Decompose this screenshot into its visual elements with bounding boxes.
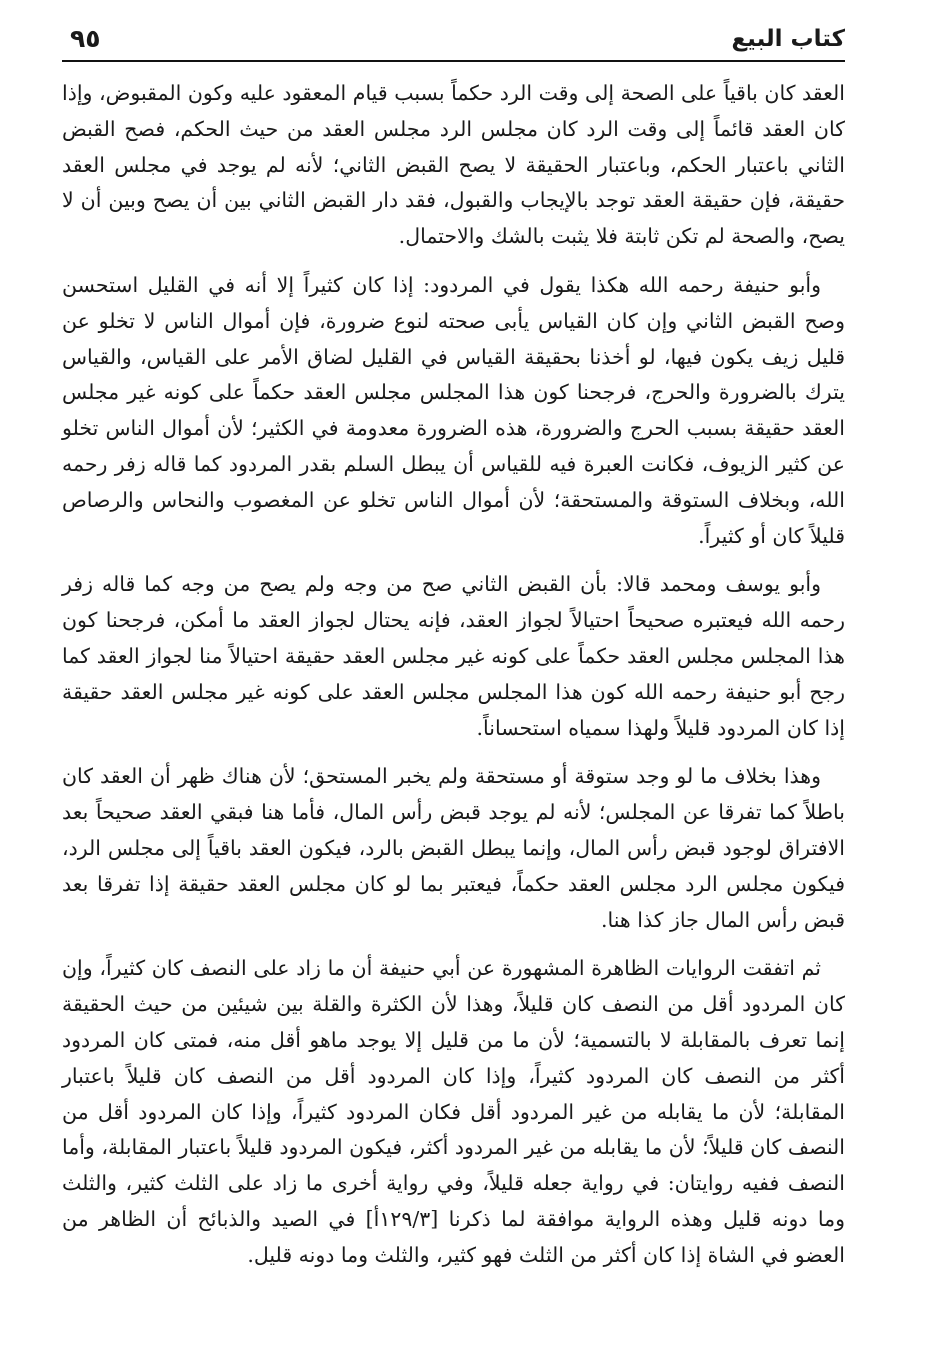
document-page [62,22,845,1287]
paragraph-1: العقد كان باقياً على الصحة إلى وقت الرد حكماً بسبب قيام المعقود عليه وكون المقبوض، وإذا كان العقد قائماً إلى وقت الرد كان مجلس الرد مجلس العقد من حيث الحكم، فصح القبض الثاني باعتبار الحكم، وباعتبار الحقيقة لا يصح القبض الثاني؛ لأنه لم يوجد في مجلس العقد حقيقة، فإن حقيقة العقد توجد بالإيجاب والقبول، فقد دار القبض الثاني بين أن يصح وبين أن لا يصح، والصحة لم تكن ثابتة فلا يثبت بالشك والاحتمال. [62,81,845,249]
running-header [62,22,845,58]
paragraph-2: وأبو حنيفة رحمه الله هكذا يقول في المردود: إذا كان كثيراً إلا أنه في القليل استحسن وصح القبض الثاني وإن كان القياس يأبى صحته لنوع ضرورة، فإن أموال الناس لا تخلو عن قليل زيف يكون فيها، لو أخذنا بحقيقة القياس في القليل لضاق الأمر على القياس، والقياس يترك بالضرورة والحرج، فرجحنا كون هذا المجلس مجلس العقد حكماً على كونه غير مجلس العقد حقيقة بسبب الحرج والضرورة، هذه الضرورة معدومة في الكثير؛ لأن أموال الناس تخلو عن كثير الزيوف، فكانت العبرة فيه للقياس أن يبطل السلم بقدر المردود كما قاله زفر رحمه الله، وبخلاف الستوقة والمستحقة؛ لأن أموال الناس تخلو عن المغصوب والنحاس والرصاص قليلاً كان أو كثيراً. [62,272,845,548]
page-number: ٩٥ [70,24,101,53]
paragraph-4: وهذا بخلاف ما لو وجد ستوقة أو مستحقة ولم يخبر المستحق؛ لأن هناك ظهر أن العقد كان باطلاً كما تفرقا عن المجلس؛ لأنه لم يوجد قبض رأس المال، فأما هنا فبقي العقد صحيحاً بعد الافتراق لوجود قبض رأس المال، وإنما يبطل القبض بالرد، فيكون العقد باقياً إلى مجلس الرد، فيكون مجلس الرد مجلس العقد حكماً، فيعتبر بما لو كان مجلس العقد حقيقة إذا تفرقا بعد قبض رأس المال جاز كذا هنا. [62,764,845,932]
paragraph-5: ثم اتفقت الروايات الظاهرة المشهورة عن أبي حنيفة أن ما زاد على النصف كان كثيراً، وإن كان المردود أقل من النصف كان قليلاً، وهذا لأن الكثرة والقلة بين شيئين من حيث الحقيقة إنما تعرف بالمقابلة لا بالتسمية؛ لأن ما من قليل إلا يوجد ماهو أقل منه، فمتى كان المردود أكثر من النصف كان المردود كثيراً، وإذا كان المردود أقل من النصف كان قليلاً باعتبار المقابلة؛ لأن ما يقابله من غير المردود أقل فكان المردود كثيراً، وإذا كان المردود أقل من النصف كان قليلاً؛ لأن ما يقابله من غير المردود أكثر، فيكون المردود قليلاً باعتبار المقابلة، وأما النصف ففيه روايتان: في رواية جعله قليلاً، وفي رواية أخرى ما زاد على الثلث كثير، والثلث وما دونه قليل وهذه الرواية موافقة لما ذكرنا [١٢٩/٣أ] في الصيد والذبائح أن الظاهر من العضو في الشاة إذا كان أكثر من الثلث فهو كثير، والثلث وما دونه قليل. [62,956,845,1267]
body-text [62,76,845,1274]
header-rule [62,60,845,62]
running-title: كتاب البيع [731,26,845,52]
paragraph-3: وأبو يوسف ومحمد قالا: بأن القبض الثاني صح من وجه ولم يصح من وجه كما قاله زفر رحمه الله فيعتبره صحيحاً احتيالاً لجواز العقد، فإنه يحتال لجواز العقد ما أمكن، فرجحنا كون هذا المجلس مجلس العقد حكماً على كونه غير مجلس العقد حقيقة احتيالاً منا لجواز العقد كما رجح أبو حنيفة رحمه الله كون هذا المجلس مجلس العقد على كونه غير مجلس العقد حقيقة إذا كان المردود قليلاً ولهذا سمياه استحساناً. [62,572,845,740]
